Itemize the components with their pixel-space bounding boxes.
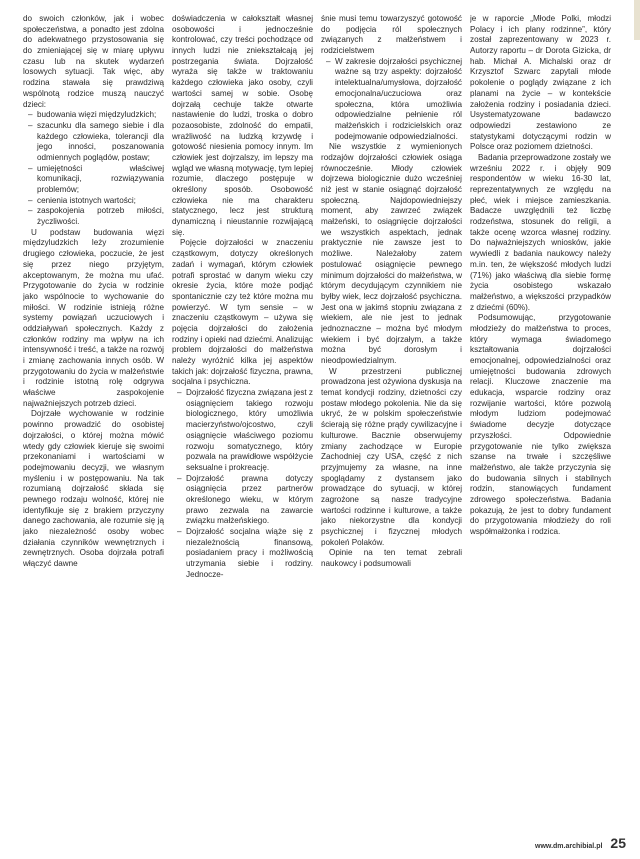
list-item: – budowania więzi międzyludzkich;	[37, 110, 164, 121]
paragraph: Opinie na ten temat zebrali naukowcy i podsumowali	[321, 548, 462, 569]
paragraph: Pojęcie dojrzałości w znaczeniu cząstkowym, dotyczy określonych zadań i wymagań, którym człowiek potrafi sprostać w danym wieku czy okresie życia, które może podjąć spontanicznie czy też które można mu powierzyć. W tym sensie – w znaczeniu cząstkowym – używa się pojęcia dojrzałości do założenia rodziny i opieki nad dziećmi. Analizując problem dojrzałości do małżeństwa należy wyróżnić kilka jej aspektów takich jak: dojrzałość fizyczna, prawna, socjalna i psychiczna.	[172, 238, 313, 387]
list-item: – Dojrzałość fizyczna związana jest z osiągnięciem takiego rozwoju biologicznego, który umożliwia macierzyństwo/ojcostwo, czyli osiągnięcie właściwego poziomu rozwoju somatycznego, który pozwala na prawidłowe współżycie seksualne i prokreację.	[186, 388, 313, 474]
article-columns	[23, 14, 611, 819]
list-item: – umiejętności właściwej komunikacji, rozwiązywania problemów;	[37, 164, 164, 196]
page-footer	[535, 835, 626, 851]
paragraph: Podsumowując, przygotowanie młodzieży do małżeństwa to proces, który wymaga świadomego kształtowania dojrzałości emocjonalnej, odpowiedzialności oraz umiejętności budowania zdrowych relacji. Kluczowe znaczenie ma edukacja, wsparcie rodziny oraz rozwijanie wartości, które pozwolą młodym ludziom podejmować świadome decyzje dotyczące przyszłości. Odpowiednie przygotowanie nie tylko zwiększa szanse na trwałe i szczęśliwe małżeństwo, ale także przyczynia się do budowania silnych i stabilnych rodzin, stanowiących fundament zdrowego społeczeństwa. Badania pokazują, że jest to dobry fundament do przygotowania młodzieży do roli współmałżonka i rodzica.	[470, 313, 611, 536]
text-column-1	[23, 14, 164, 819]
text-column-4	[470, 14, 611, 819]
paragraph: Badania przeprowadzone zostały we wrześniu 2022 r. i objęły 909 respondentów w wieku 16-30 lat, reprezentatywnych ze względu na płeć, wiek i miejsce zamieszkania. Badacze uwzględnili też liczbę rodzeństwa, stosunek do religii, a także ocenę wzorca własnej rodziny. Do najważniejszych wniosków, jakie wywiedli z badania naukowcy należy m.in. ten, że większość młodych ludzi (71%) jako właściwą dla siebie formę życia osobistego wskazało małżeństwo, a większości przypadków z dziećmi (60%).	[470, 152, 611, 312]
paragraph: śnie musi temu towarzyszyć gotowość do podjęcia ról społecznych związanych z małżeństwem i rodzicielstwem	[321, 14, 462, 56]
paragraph: je w raporcie „Młode Polki, młodzi Polacy i ich plany rodzinne”, który został zaprezentowany w 2023 r. Autorzy raportu – dr Dorota Gizicka, dr hab. Michał A. Michalski oraz dr Krzysztof Szwarc zapytali młode pokolenie o poglądy związane z ich planami na życie – w kontekście założenia rodziny i posiadania dzieci. Usystematyzowane badawczo odpowiedzi zestawiono ze statystykami dotyczącymi rodzin w Polsce oraz poziomem dzietności.	[470, 14, 611, 152]
list-item: – Dojrzałość prawna dotyczy osiągnięcia przez partnerów określonego wieku, w którym prawo zezwala na zawarcie związku małżeńskiego.	[186, 474, 313, 527]
list-item: – cenienia istotnych wartości;	[37, 196, 164, 207]
page-edge-decoration	[634, 0, 640, 40]
list-item: – W zakresie dojrzałości psychicznej ważne są trzy aspekty: dojrzałość intelektualna/umysłowa, dojrzałość emocjonalna/uczuciowa oraz społeczna, która umożliwia odpowiedzialne pełnienie ról małżeńskich i rodzicielskich oraz podejmowanie odpowiedzialności.	[335, 57, 462, 143]
bullet-list	[23, 110, 164, 228]
text-column-2	[172, 14, 313, 819]
text-column-3	[321, 14, 462, 819]
paragraph: do swoich członków, jak i wobec społeczeństwa, a ponadto jest zdolna do adekwatnego przystosowania się do zmieniającej się w miarę upływu czasu lub na skutek wydarzeń losowych sytuacji. Tak więc, aby rodzina stawała się prawdziwą wspólnotą rodzice muszą nauczyć dzieci:	[23, 14, 164, 109]
paragraph: Nie wszystkie z wymienionych rodzajów dojrzałości człowiek osiąga równocześnie. Młody człowiek dojrzewa biologicznie dużo wcześniej niż jest w stanie osiągnąć dojrzałość społeczną. Najdopowiedniejszy moment, aby zawrzeć związek małżeński, to osiągnięcie dojrzałości we wszystkich aspektach, jednak praktycznie nie zawsze jest to możliwe. Należałoby zatem postulować osiągnięcie pewnego minimum dojrzałości do małżeństwa, w którym decydującym czynnikiem nie byłby wiek, lecz dojrzałość psychiczna. Jest ona w jakimś stopniu związana z wiekiem, ale nie jest to jednak jednoznaczne – można być młodym wiekiem i być dojrzałym, a także można być dorosłym i nieodpowiedzialnym.	[321, 142, 462, 365]
bullet-list	[172, 388, 313, 580]
list-item: – zaspokojenia potrzeb miłości, życzliwości.	[37, 206, 164, 227]
list-item: – szacunku dla samego siebie i dla każdego człowieka, tolerancji dla jego inności, poszanowania odmiennych poglądów, postaw;	[37, 121, 164, 164]
paragraph: Dojrzałe wychowanie w rodzinie powinno prowadzić do osobistej dojrzałości, o której można mówić wtedy gdy człowiek kieruje się swoimi przekonaniami i wartościami w podejmowaniu decyzji, we własnym myśleniu i w postępowaniu. Na tak rozumianą dojrzałość składa się pewnego rodzaju wolność, której nie identyfikuje się z brakiem przyczyny danego zachowania, ale rozumie się ją jako niezależność osoby wobec działania czynników wewnętrznych i zewnętrznych. Osoba dojrzała potrafi włączyć dawne	[23, 409, 164, 569]
footer-website[interactable]: www.dm.archibial.pl	[535, 843, 603, 850]
list-item: – Dojrzałość socjalna wiąże się z niezależnością finansową, posiadaniem pracy i możliwością utrzymania siebie i rodziny. Jednocze-	[186, 527, 313, 580]
bullet-list	[321, 57, 462, 143]
paragraph: W przestrzeni publicznej prowadzona jest ożywiona dyskusja na temat kondycji rodziny, dzietności czy postaw młodego pokolenia. Nie da się ukryć, że w polskim społeczeństwie ścierają się różne prądy cywilizacyjne i kulturowe. Bacznie obserwujemy zmiany zachodzące w Europie Zachodniej czy USA, część z nich przyjmujemy za własne, na inne spoglądamy z dystansem jako prowadzące do sytuacji, w której zagrożone są nasze tradycyjne wartości rodzinne i kulturowe, a także jako niekorzystne dla kondycji psychicznej i fizycznej młodych pokoleń Polaków.	[321, 366, 462, 547]
page-number: 25	[610, 835, 626, 851]
paragraph: U podstaw budowania więzi międzyludzkich leży zrozumienie drugiego człowieka, poczucie, że jest się przez niego przyjętym, akceptowanym, że można mu ufać. Przygotowanie do życia w rodzinie jako wspólnocie to wychowanie do miłości. W rodzinie istnieją różne systemy powiązań uczuciowych i oddziaływań społecznych. Każdy z członków rodziny ma wpływ na ich intensywność i treść, a także na rozwój i zmianę zachowania innych osób. W przygotowaniu do życia w małżeństwie i rodzinie istotną rolę odgrywa właściwe zaspokojenie najważniejszych potrzeb dzieci.	[23, 227, 164, 408]
paragraph: doświadczenia w całokształt własnej osobowości i jednocześnie kontrolować, czy treści pochodzące od innych ludzi nie zniekształcają jej postrzegania świata. Dojrzałość wyraża się także w traktowaniu każdego człowieka jako osoby, czyli wartości samej w sobie. Osobę dojrzałą cechuje także otwarte nastawienie do ludzi, troska o dobro pozaosobiste, zdolność do empatii, wrażliwość na ludzką krzywdę i gotowość niesienia pomocy innym. Im człowiek jest dojrzalszy, im lepszy ma wgląd we własną motywację, tym lepiej rozumie, dlaczego postępuje w określony sposób. Osobowość człowieka nie ma charakteru statycznego, lecz jest strukturą dynamiczną i nieustannie rozwijającą się.	[172, 14, 313, 237]
